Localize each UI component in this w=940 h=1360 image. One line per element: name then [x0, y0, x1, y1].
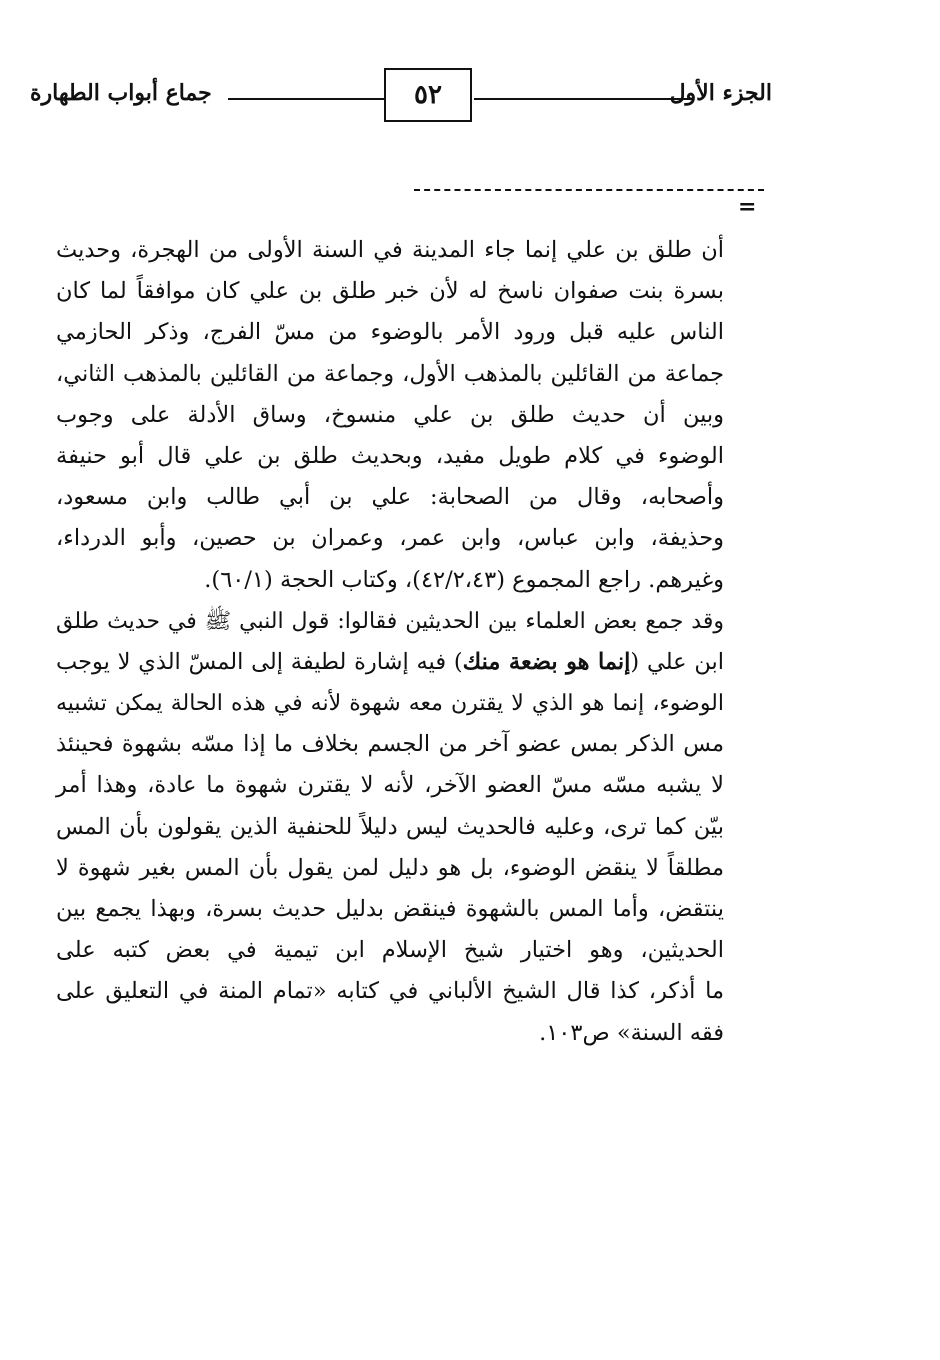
text-line: وقد جمع بعض العلماء بين الحديثين فقالوا: قول النبي ﷺ في حديث طلق: [56, 608, 724, 634]
text-segment: ابن علي (: [630, 648, 724, 675]
footnote-body: [56, 230, 724, 1054]
running-header: [30, 68, 772, 126]
page-number-box: [384, 68, 472, 122]
text-line-with-quote: [56, 642, 724, 683]
text-line: وغيرهم. راجع المجموع (٤٢/٢،٤٣)، وكتاب الحجة (٦٠/١).: [204, 566, 724, 593]
header-rule-right: [474, 98, 694, 100]
header-rule-left: [228, 98, 384, 100]
text-segment: ) فيه إشارة لطيفة إلى المسّ الذي لا يوجب: [56, 648, 463, 675]
text-line: الوضوء في كلام طويل مفيد، وبحديث طلق بن علي قال أبو حنيفة: [56, 442, 724, 469]
text-line: الحديثين، وهو اختيار شيخ الإسلام ابن تيمية في بعض كتبه على: [56, 937, 724, 964]
text-line: مس الذكر بمس عضو آخر من الجسم بخلاف ما إذا مسّه بشهوة فحينئذ: [56, 731, 724, 758]
text-line: ما أذكر، كذا قال الشيخ الألباني في كتابه «تمام المنة في التعليق على: [56, 978, 724, 1005]
text-line: الوضوء، إنما هو الذي لا يقترن معه شهوة لأنه في هذه الحالة يمكن تشبيه: [56, 691, 724, 717]
text-line: وأصحابه، وقال من الصحابة: علي بن أبي طالب وابن مسعود،: [56, 484, 724, 511]
text-line: فقه السنة» ص١٠٣.: [539, 1019, 724, 1046]
text-line: أن طلق بن علي إنما جاء المدينة في السنة الأولى من الهجرة، وحديث: [56, 237, 724, 263]
text-line: بيّن كما ترى، وعليه فالحديث ليس دليلاً للحنفية الذين يقولون بأن المس: [56, 813, 724, 840]
volume-label: الجزء الأول: [669, 80, 772, 106]
text-line: بسرة بنت صفوان ناسخ له لأن خبر طلق بن علي كان موافقاً لما كان: [56, 278, 724, 305]
footnote-separator: [414, 189, 764, 191]
page-number: ٥٢: [414, 80, 442, 110]
text-line: مطلقاً لا ينقض الوضوء، بل هو دليل لمن يقول بأن المس بغير شهوة لا: [56, 854, 724, 881]
text-line: وحذيفة، وابن عباس، وابن عمر، وعمران بن حصين، وأبو الدرداء،: [56, 525, 724, 552]
section-title: جماع أبواب الطهارة: [30, 80, 212, 106]
text-line: الناس عليه قبل ورود الأمر بالوضوء من مسّ الفرج، وذكر الحازمي: [56, 319, 724, 346]
text-line: جماعة من القائلين بالمذهب الأول، وجماعة من القائلين بالمذهب الثاني،: [56, 360, 724, 387]
text-line: ينتقض، وأما المس بالشهوة فينقض بدليل حديث بسرة، وبهذا يجمع بين: [56, 896, 724, 922]
hadith-quote: إنما هو بضعة منك: [462, 648, 631, 675]
text-line: لا يشبه مسّه مسّ العضو الآخر، لأنه لا يقترن شهوة ما عادة، وهذا أمر: [56, 772, 724, 799]
footnote-continuation-mark: =: [738, 194, 757, 220]
text-line: وبين أن حديث طلق بن علي منسوخ، وساق الأدلة على وجوب: [56, 401, 724, 428]
